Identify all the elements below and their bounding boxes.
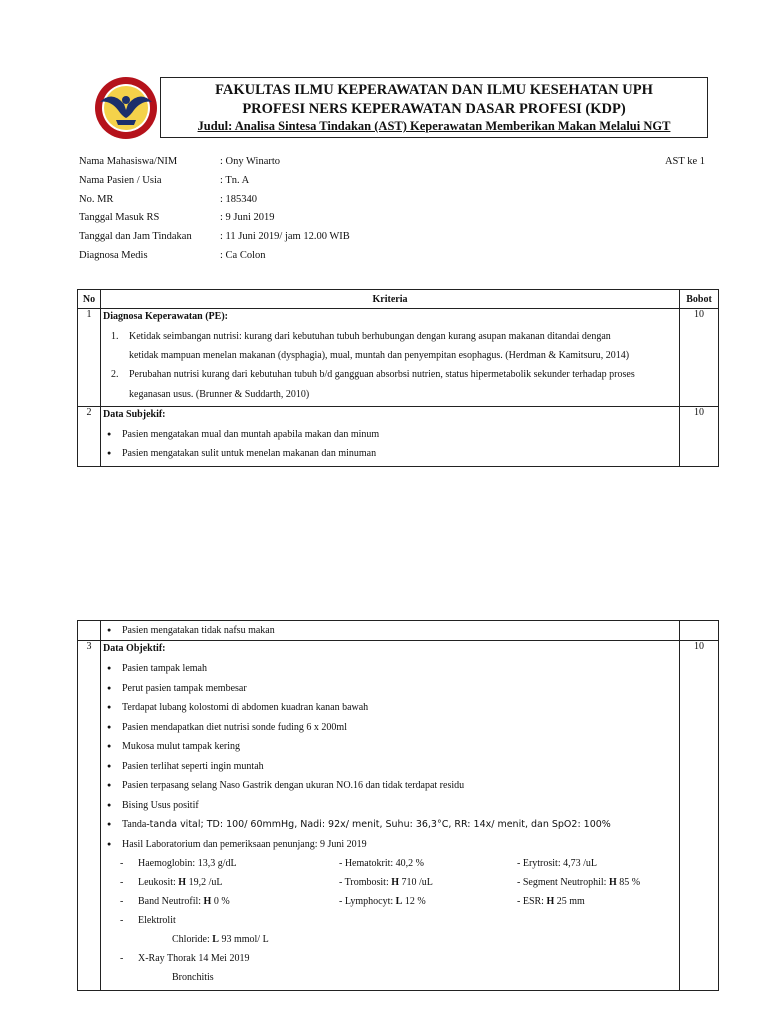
lab-label: - Segment Neutrophil: [517, 877, 609, 888]
lab-dash: - [120, 896, 124, 907]
criteria-table-continued [77, 620, 719, 991]
info-row [79, 194, 709, 213]
info-value: : Ony Winarto [220, 156, 281, 167]
info-row [79, 175, 709, 194]
info-row [79, 156, 709, 175]
info-value: : 185340 [220, 193, 258, 205]
lab-leukosit [138, 873, 222, 892]
lab-label: - ESR: [517, 896, 547, 907]
lab-dash: - [120, 858, 124, 869]
lab-label: Band Neutrofil: [138, 896, 204, 907]
lab-row [101, 968, 679, 987]
vital-text: tanda vital; TD: 100/ 60mmHg, Nadi: 92x/ menit, Suhu: 36,3°C, RR: 14x/ menit, dan SpO2: 100% [149, 819, 611, 830]
row-bobot: 10 [680, 641, 719, 991]
item-line: Perubahan nutrisi kurang dari kebutuhan tubuh b/d gangguan absorbsi nutrien, status hipermetabolik sekunder terhadap proses [129, 369, 635, 381]
section-title: Data Subjekif: [103, 408, 166, 420]
table-row [78, 641, 719, 991]
row-number [78, 621, 101, 641]
table-row [78, 621, 719, 641]
lab-value: 12 % [402, 896, 426, 907]
document-header [160, 77, 708, 138]
info-row [79, 231, 709, 250]
bullet-item: ● Mukosa mulut tampak kering [101, 737, 679, 757]
patient-info [79, 156, 709, 269]
lab-chloride [172, 930, 269, 949]
lab-value: 19,2 /uL [186, 877, 223, 888]
info-label: Nama Pasien / Usia [79, 174, 162, 186]
lab-flag: H [178, 877, 187, 888]
vital-prefix: Tanda- [122, 819, 150, 830]
info-value: : Tn. A [220, 174, 250, 186]
lab-flag: L [212, 934, 219, 945]
program-title: PROFESI NERS KEPERAWATAN DASAR PROFESI (KDP) [242, 101, 626, 117]
lab-band-neutrofil [138, 892, 230, 911]
row-bobot [680, 621, 719, 641]
bullet-item: ● Pasien tampak lemah [101, 659, 679, 679]
info-label: Nama Mahasiswa/NIM [79, 156, 178, 167]
header-bobot: Bobot [680, 290, 719, 309]
lab-row [101, 854, 679, 873]
lab-row [101, 892, 679, 911]
lab-segment-neutrophil [517, 873, 640, 892]
lab-erytrosit: - Erytrosit: 4,73 /uL [517, 858, 597, 869]
lab-esr [517, 892, 585, 911]
lab-dash: - [120, 953, 124, 964]
bullet-item: ● Pasien terlihat seperti ingin muntah [101, 757, 679, 777]
bullet-item: ● Terdapat lubang kolostomi di abdomen kuadran kanan bawah [101, 698, 679, 718]
lab-label: Chloride: [172, 934, 213, 945]
item-line: keganasan usus. (Brunner & Suddarth, 2010) [129, 388, 310, 400]
university-crest-logo [94, 76, 158, 140]
row-criteria [101, 641, 680, 991]
item-line: ketidak mampuan menelan makanan (dysphagia), mual, muntah dan penyempitan esophagus. (Herdman & Kamitsuru, 2014) [129, 350, 630, 362]
row-number: 1 [78, 309, 101, 407]
lab-title: ● Hasil Laboratorium dan pemeriksaan penunjang: 9 Juni 2019 [101, 835, 679, 855]
row-number: 3 [78, 641, 101, 991]
section-title: Data Objektif: [103, 643, 166, 654]
bullet-item: ● Pasien mengatakan sulit untuk menelan makanan dan minuman [101, 444, 679, 464]
list-item [101, 327, 679, 365]
lab-value: 85 % [616, 877, 641, 888]
bullet-item: ● Perut pasien tampak membesar [101, 679, 679, 699]
lab-xray: X-Ray Thorak 14 Mei 2019 [138, 953, 250, 964]
table-header-row [78, 290, 719, 309]
lab-value: 25 mm [554, 896, 585, 907]
lab-flag: H [391, 877, 400, 888]
bullet-item: ● Pasien mengatakan tidak nafsu makan [101, 621, 679, 640]
row-criteria [101, 309, 680, 407]
item-number: 1. [111, 331, 119, 342]
ast-number: AST ke 1 [664, 156, 705, 167]
row-criteria [101, 621, 680, 641]
lab-row [101, 930, 679, 949]
vital-signs-item [101, 815, 679, 835]
lab-flag: H [608, 877, 617, 888]
info-label: No. MR [79, 193, 114, 205]
lab-lymphocyt [339, 892, 426, 911]
info-value: : 9 Juni 2019 [220, 212, 275, 224]
bullet-item: ● Pasien mengatakan mual dan muntah apabila makan dan minum [101, 425, 679, 445]
lab-row [101, 911, 679, 930]
lab-elektrolit: Elektrolit [138, 915, 176, 926]
header-no: No [78, 290, 101, 309]
criteria-table [77, 289, 719, 467]
lab-bronchitis: Bronchitis [172, 972, 214, 983]
bullet-item: ● Bising Usus positif [101, 796, 679, 816]
lab-trombosit [339, 873, 433, 892]
header-kriteria: Kriteria [101, 290, 680, 309]
faculty-title: FAKULTAS ILMU KEPERAWATAN DAN ILMU KESEHATAN UPH [215, 82, 653, 98]
row-bobot: 10 [680, 309, 719, 407]
lab-label: - Trombosit: [339, 877, 392, 888]
bullet-item: ● Pasien terpasang selang Naso Gastrik dengan ukuran NO.16 dan tidak terdapat residu [101, 776, 679, 796]
lab-value: 710 /uL [399, 877, 433, 888]
section-title: Diagnosa Keperawatan (PE): [103, 311, 228, 322]
item-number: 2. [111, 369, 119, 381]
document-subject: Judul: Analisa Sintesa Tindakan (AST) Keperawatan Memberikan Makan Melalui NGT [197, 119, 671, 133]
info-label: Diagnosa Medis [79, 249, 148, 261]
lab-flag: H [203, 896, 212, 907]
table-row [78, 406, 719, 466]
lab-haemoglobin: Haemoglobin: 13,3 g/dL [138, 858, 237, 869]
info-row [79, 212, 709, 231]
row-number: 2 [78, 406, 101, 466]
table-row [78, 309, 719, 407]
bullet-item: ● Pasien mendapatkan diet nutrisi sonde fuding 6 x 200ml [101, 718, 679, 738]
lab-dash: - [120, 877, 124, 888]
lab-dash: - [120, 915, 124, 926]
row-criteria [101, 406, 680, 466]
lab-label: Leukosit: [138, 877, 179, 888]
lab-flag: H [546, 896, 555, 907]
lab-hematokrit: - Hematokrit: 40,2 % [339, 858, 424, 869]
lab-label: - Lymphocyt: [339, 896, 396, 907]
info-value: : Ca Colon [220, 249, 266, 261]
lab-value: 0 % [211, 896, 230, 907]
info-label: Tanggal dan Jam Tindakan [79, 231, 192, 243]
lab-value: 93 mmol/ L [218, 934, 269, 945]
row-bobot: 10 [680, 406, 719, 466]
info-label: Tanggal Masuk RS [79, 212, 160, 224]
info-row [79, 250, 709, 269]
list-item [101, 365, 679, 403]
lab-row [101, 873, 679, 892]
lab-row [101, 949, 679, 968]
info-value: : 11 Juni 2019/ jam 12.00 WIB [220, 231, 350, 243]
lab-flag: L [395, 896, 403, 907]
item-line: Ketidak seimbangan nutrisi: kurang dari kebutuhan tubuh berhubungan dengan kurang asupan makanan ditandai dengan [129, 331, 611, 342]
